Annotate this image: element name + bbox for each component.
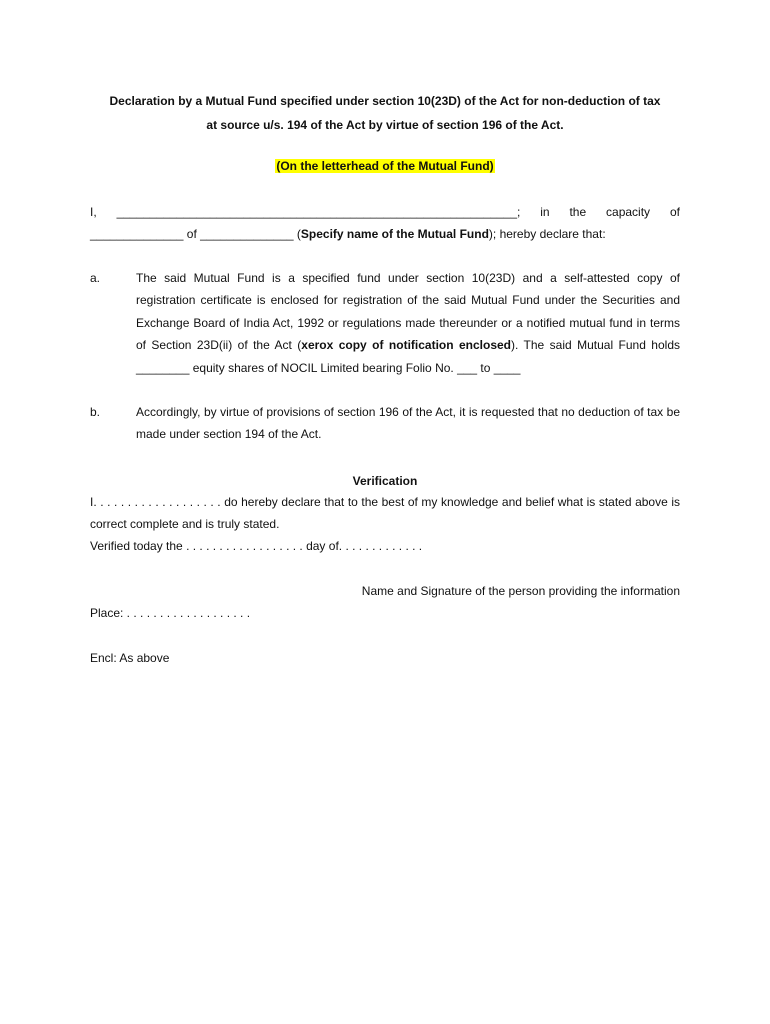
declarant-prefix: I, [90, 205, 97, 219]
item-b-text [136, 401, 680, 446]
item-b-text-part-1: Accordingly, by virtue of provisions of section 196 of the Act, it is requested that no deduction of tax be made under section 194 of the Act. [136, 405, 680, 442]
fund-blank: ______________ [200, 227, 294, 241]
declarant-word-of: of [669, 205, 680, 219]
capacity-blank: ______________ [90, 227, 184, 241]
declarant-line-1 [90, 202, 680, 222]
item-a-text [136, 267, 680, 379]
declarant-word-capacity: capacity [606, 205, 651, 219]
declarant-word-in: in [540, 205, 550, 219]
item-b-label: b. [90, 405, 101, 419]
declarant-word-the: the [569, 205, 587, 219]
item-a-text-part-1: The said Mutual Fund is a specified fund under section 10(23D) and a self-attested copy of registration certificate is enclosed for registration of the said Mutual Fund under the Securities and Exchange Board of India Act, 1992 or regulations made thereunder or a notified mutual fund in terms of Section 23D(ii) of the Act ( [136, 271, 680, 353]
declarant-line-2-of: of [183, 227, 201, 241]
letterhead-note: (On the letterhead of the Mutual Fund) [276, 159, 494, 173]
item-a-label: a. [90, 271, 101, 285]
verified-date-line: Verified today the . . . . . . . . . . . . . . . . . . day of. . . . . . . . . . . . . [90, 539, 423, 553]
verification-heading: Verification [352, 474, 418, 488]
declarant-paren-open: ( [293, 227, 301, 241]
place-line: Place: . . . . . . . . . . . . . . . . . . . [90, 606, 251, 620]
document-title-line-2: at source u/s. 194 of the Act by virtue of section 196 of the Act. [206, 118, 564, 132]
verification-paragraph: I. . . . . . . . . . . . . . . . . . . do hereby declare that to the best of my knowledge and belief what is stated above is correct complete and is truly stated. [90, 495, 680, 531]
enclosure-line: Encl: As above [90, 651, 170, 665]
document-title-line-1: Declaration by a Mutual Fund specified under section 10(23D) of the Act for non-deduction of tax [109, 94, 661, 108]
specify-fund-name-instruction: Specify name of the Mutual Fund [300, 227, 489, 241]
item-a-text-part-2: ). The said Mutual Fund holds ________ equity shares of NOCIL Limited bearing Folio No. ___ to ____ [136, 338, 680, 375]
declare-that-text: ); hereby declare that: [488, 227, 606, 241]
letterhead-note-container [90, 157, 680, 175]
signature-label: Name and Signature of the person providing the information [361, 584, 680, 598]
item-a-text-bold: xerox copy of notification enclosed [301, 338, 512, 353]
declarant-name-blank: ____________________________________________________________; [116, 205, 521, 219]
declarant-line-2 [90, 224, 606, 244]
